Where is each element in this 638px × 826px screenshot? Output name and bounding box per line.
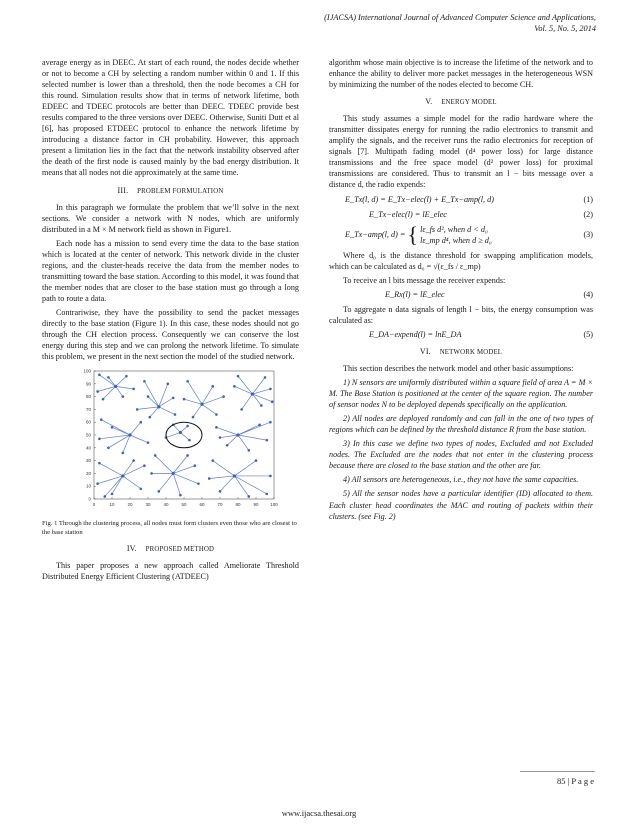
equation-2-number: (2) [583, 209, 593, 219]
sensor-node [271, 401, 274, 404]
sensor-node [122, 452, 125, 455]
figure-1-caption: Fig. 1 Through the clustering process, all nodes must form clusters even those who are closest to the base station [42, 520, 297, 537]
cluster-head-node [172, 472, 175, 475]
sensor-node [150, 472, 153, 475]
sensor-node [212, 385, 215, 388]
sensor-node [183, 398, 186, 401]
x-tick-label: 50 [181, 502, 187, 508]
sensor-node [212, 460, 215, 463]
right-paragraph-2: This study assumes a simple model for the radio hardware where the transmitter dissipates energy for running the radio electronics to transmit and amplify the signals, and the receiver runs the radio electronics for reception of signals [7]. Multipath fading model (d⁴ power loss) for large distance transmissions and the free space model (d² power loss) for proximal transmissions are considered. Thus to transmit an l − bits message over a distance d, the radio expends: [329, 114, 593, 190]
sensor-node [143, 465, 146, 468]
sensor-node [264, 376, 267, 379]
left-paragraph-4: Contrariwise, they have the possibility to send the packet messages directly to the base station (Figure 1). In this case, these nodes should not go through the CH election process. Consequently we can conserve the lost energy during this step and we can prolong the network lifetime. To simulate this problem, we present in the next section the model of the studied network. [42, 307, 299, 362]
sensor-node [266, 493, 269, 496]
equation-1 [329, 194, 593, 205]
sensor-node [107, 376, 110, 379]
x-tick-label: 90 [253, 502, 259, 508]
sensor-node [147, 396, 150, 399]
sensor-node [158, 490, 161, 493]
equation-3-lhs: E_Tx−amp(l, d) = [345, 229, 406, 239]
equation-4-expression: E_Rx(l) = lE_elec [385, 289, 445, 299]
x-tick-label: 20 [127, 502, 133, 508]
equation-5-expression: E_DA−expend(l) = lnE_DA [369, 329, 462, 339]
sensor-node [167, 383, 170, 386]
sensor-node [122, 396, 125, 399]
cluster-head-node [236, 434, 239, 437]
sensor-node [125, 375, 128, 378]
section-4-title: PROPOSED METHOD [145, 546, 215, 554]
sensor-node [219, 436, 222, 439]
sensor-node [255, 460, 258, 463]
right-paragraph-5: To aggregate n data signals of length l − bits, the energy consumption was calculated as: [329, 304, 593, 325]
sensor-node [260, 404, 263, 407]
sensor-node [174, 413, 177, 416]
right-column [329, 57, 593, 525]
y-tick-label: 30 [85, 458, 91, 464]
y-tick-label: 20 [85, 471, 91, 477]
y-tick-label: 60 [85, 419, 91, 425]
cluster-head-node [251, 393, 254, 396]
equation-3-brace: { [407, 221, 419, 247]
y-tick-label: 90 [85, 381, 91, 387]
left-paragraph-2: In this paragraph we formulate the problem that we’ll solve in the next sections. We consider a network with N nodes, which are uniformly distributed in a M × M network field as shown in Figure1. [42, 202, 299, 234]
equation-3-case-1: lε_fs d², when d < d₀ [420, 224, 488, 234]
sensor-node [248, 449, 251, 452]
equation-1-expression: E_Tx(l, d) = E_Tx−elec(l) + E_Tx−amp(l, d) [345, 194, 494, 204]
sensor-node [107, 447, 110, 450]
assumption-5: 5) All the sensor nodes have a particular identifier (ID) allocated to them. Each cluster head coordinates the MAC and routing of packets within their clusters. (see Fig. 2) [329, 489, 593, 521]
section-3-heading [42, 185, 299, 197]
sensor-node [102, 398, 105, 401]
sensor-node [149, 416, 152, 419]
sensor-node [111, 426, 114, 429]
section-5-number: V. [425, 97, 433, 107]
journal-header-line2: Vol. 5, No. 5, 2014 [534, 24, 596, 33]
section-3-title: PROBLEM FORMULATION [137, 187, 224, 195]
section-3-number: III. [117, 185, 129, 195]
sensor-node [136, 408, 139, 411]
assumption-4: 4) All sensors are heterogeneous, i.e., they not have the same capacities. [343, 475, 579, 485]
x-tick-label: 100 [270, 502, 278, 508]
sensor-node [197, 483, 200, 486]
sensor-node [192, 416, 195, 419]
assumption-3: 3) In this case we define two types of nodes, Excluded and not Excluded nodes. The Excluded are the nodes that not enter in the clustering process because there are closed to the base station and the other are far. [329, 439, 593, 471]
right-paragraph-4: To receive an l bits message the receiver expends: [343, 275, 506, 285]
page-number: 85 | P a g e [556, 776, 594, 786]
sensor-node [143, 380, 146, 383]
x-tick-label: 60 [199, 502, 205, 508]
sensor-node [96, 483, 99, 486]
sensor-node [237, 375, 240, 378]
cluster-head-node [200, 403, 203, 406]
cluster-head-node [157, 405, 160, 408]
sensor-node [132, 388, 135, 391]
sensor-node [179, 494, 182, 497]
sensor-node [140, 488, 143, 491]
right-paragraph-6: This section describes the network model and other basic assumptions: [343, 363, 574, 373]
sensor-node [248, 495, 251, 498]
cluster-head-node [233, 475, 236, 478]
x-tick-label: 30 [145, 502, 151, 508]
equation-2 [329, 209, 593, 220]
left-paragraph-5: This paper proposes a new approach called Ameliorate Threshold Distributed Energy Efficient Clustering (ATDEEC) [42, 561, 299, 582]
sensor-node [240, 408, 243, 411]
x-tick-label: 0 [92, 502, 96, 508]
y-tick-label: 40 [85, 445, 91, 451]
y-tick-label: 50 [85, 432, 91, 438]
cluster-head-node [128, 434, 131, 437]
left-column [42, 57, 299, 585]
sensor-node [226, 444, 229, 447]
sensor-node [186, 454, 189, 457]
sensor-node [111, 493, 114, 496]
left-paragraph-1: average energy as in DEEC. At start of each round, the nodes decide whether or not to become a CH by selecting a random number within 0 and 1. If this selected number is lower than a threshold, then the node becomes a CH for this round. Simulation results show that in terms of network lifetime, both EDEEC and TDEEC protocols are better than DEEC. TDEEC provide best results compared to the three versions over DEEC. Otherwise, Suniti Dutt et al [6], has proposed ETDEEC protocol to enhance the network lifetime by introducing a distance factor in CH probability. However, this approach present a limitation lies in the fact that the network instability observed after the death of the first node is caused mainly by the bad energy distribution. It means that all nodes not die approximately at the same time. [42, 58, 299, 178]
sensor-node [208, 477, 211, 480]
sensor-node [269, 388, 272, 391]
journal-header [324, 12, 596, 34]
sensor-node [215, 413, 218, 416]
y-tick-label: 0 [88, 496, 91, 502]
right-paragraph-3: Where d₀ is the distance threshold for swapping amplification models, which can be calculated as d₀ = √(ε_fs / ε_mp) [329, 250, 593, 271]
assumption-1: 1) N sensors are uniformly distributed within a square field of area A = M × M. The Base Station is positioned at the center of the square region. The number of sensor nodes N to be deployed depends specifically on the application. [329, 378, 593, 410]
cluster-head-node [121, 475, 124, 478]
x-tick-label: 70 [217, 502, 223, 508]
sensor-node [96, 390, 99, 393]
equation-3 [329, 221, 593, 247]
equation-5 [329, 329, 593, 340]
sensor-node [215, 426, 218, 429]
journal-header-line1: (IJACSA) International Journal of Advanced Computer Science and Applications, [324, 13, 596, 22]
sensor-node [172, 397, 175, 400]
equation-4-number: (4) [583, 289, 593, 299]
plot-frame [94, 371, 274, 499]
sensor-node [147, 442, 150, 445]
sensor-node [98, 374, 101, 377]
sensor-node [132, 460, 135, 463]
equation-3-cases [420, 224, 492, 246]
sensor-node [188, 439, 191, 442]
section-6-number: VI. [419, 346, 431, 356]
sensor-node [104, 495, 107, 498]
cluster-head-node [114, 385, 117, 388]
sensor-node [186, 380, 189, 383]
equation-4 [329, 289, 593, 300]
assumption-2: 2) All nodes are deployed randomly and can fall in the one of two types of regions which can be defined by the threshold distance R from the base station. [329, 414, 593, 435]
sensor-node [186, 425, 189, 428]
left-paragraph-3: Each node has a mission to send every time the data to the base station which is located at the center of network. This network divide in the cluster regions, and the cluster-heads receive the data from the member nodes to transmitting toward the base station. According to this model, it was found that the member nodes that are closer to the base station must go through a long path to route a data. [42, 238, 299, 303]
sensor-node [194, 465, 197, 468]
equation-1-number: (1) [583, 194, 593, 204]
footer-url: www.ijacsa.thesai.org [281, 808, 357, 818]
cluster-head-node [179, 431, 182, 434]
sensor-node [233, 385, 236, 388]
section-5-heading [329, 96, 593, 108]
equation-2-expression: E_Tx−elec(l) = lE_elec [369, 209, 447, 219]
x-tick-label: 40 [163, 502, 169, 508]
sensor-node [269, 475, 272, 478]
x-tick-label: 10 [109, 502, 115, 508]
right-paragraph-1: algorithm whose main objective is to increase the lifetime of the network and to enhance the ability to deliver more packet messages in the heterogeneous WSN by minimizing the number of the nodes elected to become CH. [329, 58, 593, 90]
sensor-node [219, 490, 222, 493]
y-tick-label: 10 [85, 483, 91, 489]
x-tick-label: 80 [235, 502, 241, 508]
y-tick-label: 100 [83, 368, 91, 374]
equation-5-number: (5) [583, 329, 593, 339]
sensor-node [222, 396, 225, 399]
section-6-heading [329, 346, 593, 358]
sensor-node [140, 421, 143, 424]
sensor-node [269, 421, 272, 424]
equation-3-number: (3) [583, 230, 593, 240]
sensor-node [266, 439, 269, 442]
sensor-node [98, 462, 101, 465]
equation-3-expression [329, 221, 492, 247]
section-4-number: IV. [126, 544, 137, 554]
y-tick-label: 80 [85, 394, 91, 400]
sensor-node [100, 419, 103, 422]
y-tick-label: 70 [85, 407, 91, 413]
figure-1-network-plot [42, 365, 299, 515]
section-6-title: NETWORK MODEL [439, 348, 503, 356]
sensor-node [154, 454, 157, 457]
sensor-node [98, 438, 101, 441]
section-4-heading [42, 543, 299, 555]
section-5-title: ENERGY MODEL [441, 99, 497, 107]
equation-3-case-2: lε_mp d⁴, when d ≥ d₀ [420, 235, 492, 245]
footer-rule [520, 771, 595, 772]
sensor-node [258, 424, 261, 427]
